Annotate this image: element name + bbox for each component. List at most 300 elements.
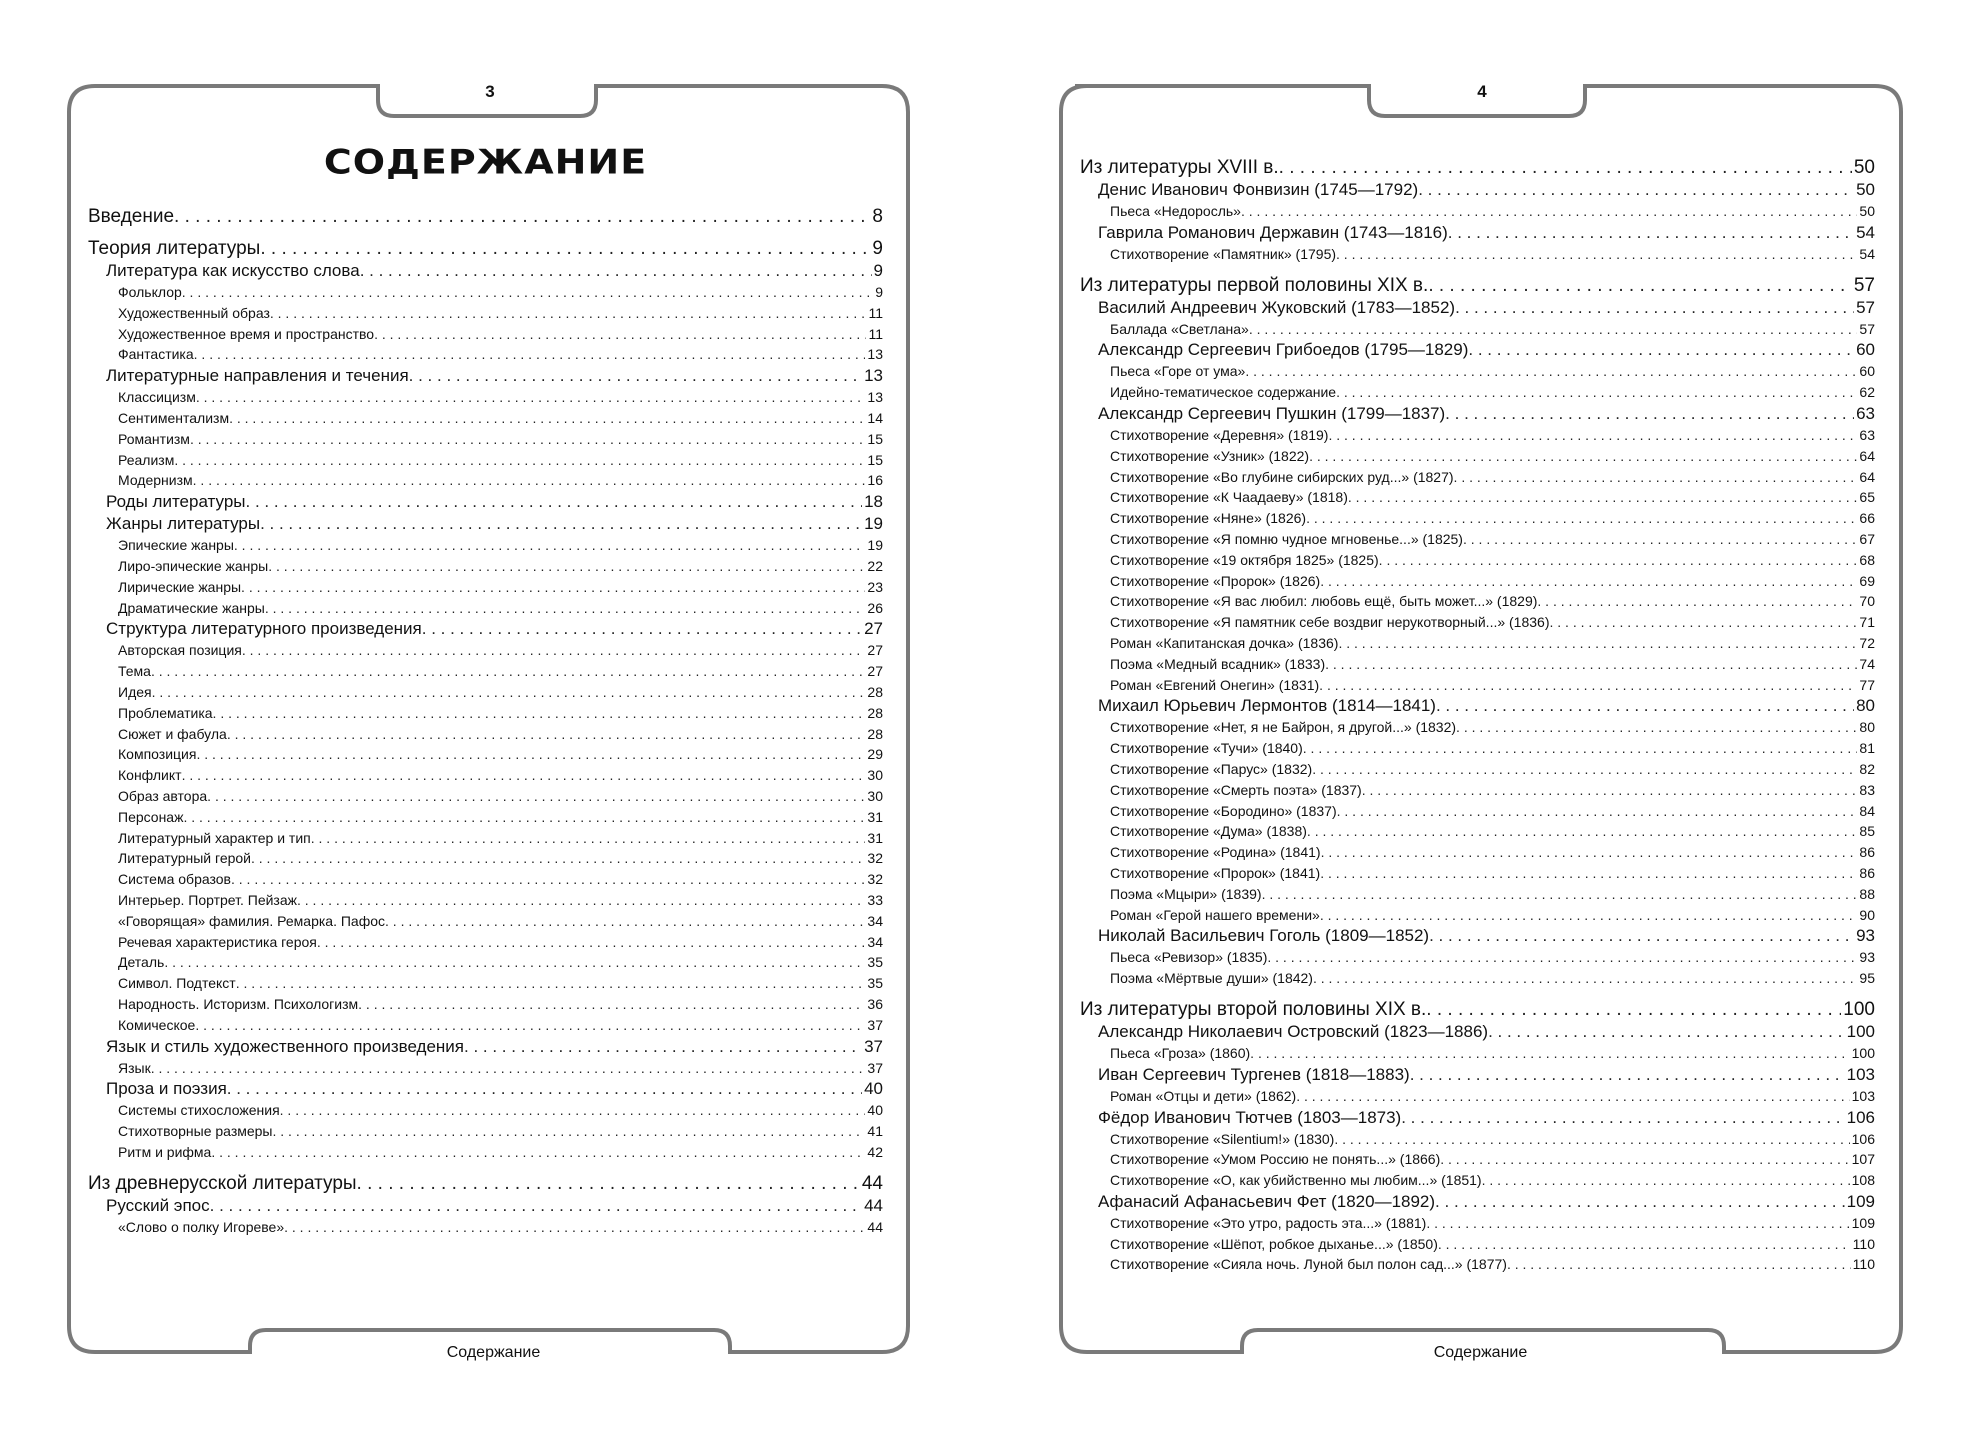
toc-entry-page: 60 (1856, 340, 1875, 360)
toc-entry (1080, 695, 1875, 717)
toc-leader-dots (1401, 1107, 1844, 1129)
toc-entry-page: 84 (1859, 802, 1875, 819)
toc-entry (88, 1100, 883, 1121)
toc-entry (1080, 1170, 1875, 1191)
toc-leader-dots (1267, 947, 1857, 968)
toc-entry-page: 44 (861, 1172, 883, 1194)
toc-entry (1080, 1043, 1875, 1064)
page-title: СОДЕРЖАНИЕ (323, 142, 648, 182)
toc-entry-page: 34 (867, 912, 883, 929)
page-number: 4 (1477, 82, 1487, 101)
toc-entry-title: Стихотворение «Я вас любил: любовь ещё, быть может...» (1829) (1110, 593, 1538, 610)
toc-entry-page: 42 (867, 1143, 883, 1160)
toc-leader-dots (1320, 863, 1857, 884)
toc-entry (88, 577, 883, 598)
toc-entry (1080, 884, 1875, 905)
toc-entry (1080, 425, 1875, 446)
toc-entry-title: Система образов (118, 871, 231, 888)
toc-entry-title: «Слово о полку Игореве» (118, 1218, 285, 1235)
toc-entry-title: Стихотворение «Silentium!» (1830) (1110, 1130, 1335, 1147)
toc-entry (88, 205, 883, 228)
toc-entry (1080, 591, 1875, 612)
toc-leader-dots (1241, 201, 1857, 222)
toc-entry-title: Поэма «Мёртвые души» (1842) (1110, 970, 1313, 987)
toc-entry (88, 869, 883, 890)
toc-leader-dots (1337, 801, 1858, 822)
toc-entry-page: 63 (1859, 426, 1875, 443)
toc-entry (88, 640, 883, 661)
toc-entry-title: Василий Андреевич Жуковский (1783—1852) (1098, 297, 1456, 317)
toc-entry-title: Речевая характеристика героя (118, 933, 317, 950)
toc-entry-page: 64 (1859, 447, 1875, 464)
toc-entry-title: Авторская позиция (118, 642, 242, 659)
toc-entry (88, 324, 883, 345)
toc-entry (1080, 1213, 1875, 1234)
toc-entry (1080, 446, 1875, 467)
toc-entry-title: Лирические жанры (118, 578, 242, 595)
toc-entry-title: Стихотворение «Дума» (1838) (1110, 823, 1307, 840)
toc-entry (88, 598, 883, 619)
toc-entry-title: Модернизм (118, 472, 193, 489)
toc-entry-page: 62 (1859, 384, 1875, 401)
toc-entry (88, 1142, 883, 1163)
toc-leader-dots (174, 450, 865, 471)
toc-leader-dots (195, 1015, 865, 1036)
toc-leader-dots (1262, 884, 1858, 905)
toc-entry-page: 33 (867, 891, 883, 908)
toc-entry-title: Проза и поэзия (106, 1079, 227, 1099)
toc-entry-page: 72 (1859, 634, 1875, 651)
toc-entry (1080, 780, 1875, 801)
toc-leader-dots (182, 765, 866, 786)
toc-entry-title: Персонаж (118, 808, 184, 825)
toc-leader-dots (1436, 695, 1854, 717)
toc-entry (1080, 1234, 1875, 1255)
toc-entry-page: 63 (1856, 403, 1875, 423)
toc-entry (1080, 738, 1875, 759)
toc-entry-title: Стихотворение «Нет, я не Байрон, я другой...» (1832) (1110, 719, 1457, 736)
toc-entry (1080, 339, 1875, 361)
toc-entry-title: Структура литературного произведения (106, 619, 422, 639)
toc-leader-dots (1319, 675, 1857, 696)
toc-entry-title: Стихотворение «Смерть поэта» (1837) (1110, 781, 1362, 798)
right-page (987, 0, 1974, 1447)
toc-leader-dots (358, 994, 865, 1015)
toc-entry (88, 1195, 883, 1217)
toc-leader-dots (151, 661, 865, 682)
toc-entry-page: 110 (1852, 1235, 1875, 1252)
toc-leader-dots (1438, 1234, 1851, 1255)
toc-entry (88, 237, 883, 260)
toc-entry-page: 40 (867, 1102, 883, 1119)
toc-entry-title: Идея (118, 683, 152, 700)
toc-entry (88, 890, 883, 911)
toc-entry-page: 80 (1859, 719, 1875, 736)
toc-entry (88, 535, 883, 556)
toc-entry-page: 50 (1853, 157, 1875, 178)
toc-entry (1080, 633, 1875, 654)
toc-leader-dots (190, 429, 865, 450)
toc-leader-dots (1307, 821, 1858, 842)
toc-leader-dots (246, 491, 863, 513)
toc-entry (1080, 1254, 1875, 1275)
toc-entry-page: 100 (1846, 1021, 1875, 1041)
toc-leader-dots (1303, 738, 1858, 759)
toc-leader-dots (1325, 654, 1857, 675)
toc-entry-title: Из литературы первой половины XIX в. (1080, 274, 1429, 296)
toc-entry (88, 1036, 883, 1058)
toc-entry-page: 35 (867, 954, 883, 971)
toc-entry-title: Народность. Историзм. Психологизм (118, 995, 359, 1012)
toc-leader-dots (1429, 925, 1854, 947)
toc-entry (1080, 361, 1875, 382)
toc-leader-dots (242, 640, 866, 661)
toc-entry-title: Стихотворение «Умом Россию не понять...» (1866) (1110, 1151, 1441, 1168)
toc-entry (1080, 801, 1875, 822)
toc-entry-page: 11 (868, 325, 883, 342)
toc-entry-page: 54 (1856, 222, 1875, 242)
toc-entry-title: Проблематика (118, 704, 213, 721)
toc-entry (88, 429, 883, 450)
toc-entry-title: Язык (118, 1059, 151, 1076)
toc-entry-page: 28 (867, 704, 883, 721)
toc-entry-title: Пьеса «Горе от ума» (1110, 363, 1246, 380)
toc-leader-dots (360, 260, 872, 282)
toc-entry-page: 68 (1859, 551, 1875, 568)
toc-entry-title: Из литературы второй половины XIX в. (1080, 998, 1427, 1020)
toc-entry-page: 82 (1859, 760, 1875, 777)
toc-leader-dots (1249, 319, 1858, 340)
toc-entry-title: Стихотворение «Парус» (1832) (1110, 760, 1313, 777)
toc-entry-title: Сюжет и фабула (118, 725, 227, 742)
toc-entry-page: 100 (1851, 1044, 1875, 1061)
toc-entry-title: Роман «Отцы и дети» (1862) (1110, 1087, 1297, 1104)
toc-entry-title: Классицизм (118, 389, 196, 406)
toc-entry-title: Стихотворение «Тучи» (1840) (1110, 740, 1303, 757)
toc-entry-title: «Говорящая» фамилия. Ремарка. Пафос (118, 912, 386, 929)
toc-entry (88, 682, 883, 703)
toc-entry-title: Стихотворение «Я помню чудное мгновенье...» (1825) (1110, 530, 1463, 547)
toc-entry-page: 57 (1859, 320, 1875, 337)
toc-entry (88, 408, 883, 429)
toc-entry-page: 27 (864, 619, 883, 639)
toc-leader-dots (207, 786, 865, 807)
toc-leader-dots (260, 237, 870, 260)
toc-leader-dots (164, 952, 865, 973)
toc-leader-dots (270, 303, 867, 324)
toc-entry-title: Николай Васильевич Гоголь (1809—1852) (1098, 926, 1430, 946)
toc-entry-title: Композиция (118, 746, 197, 763)
toc-leader-dots (174, 205, 870, 228)
toc-entry-page: 30 (867, 767, 883, 784)
toc-entry-page: 22 (867, 557, 883, 574)
toc-entry (1080, 759, 1875, 780)
toc-leader-dots (1488, 1021, 1845, 1043)
toc-entry (1080, 487, 1875, 508)
toc-entry-page: 107 (1851, 1151, 1875, 1168)
toc-entry-page: 31 (867, 808, 883, 825)
toc-leader-dots (1550, 612, 1858, 633)
toc-entry (88, 661, 883, 682)
toc-entry (1080, 244, 1875, 265)
toc-leader-dots (234, 535, 866, 556)
toc-entry-page: 85 (1859, 823, 1875, 840)
toc-entry-title: Жанры литературы (106, 514, 261, 534)
toc-leader-dots (196, 387, 866, 408)
toc-entry-page: 83 (1859, 781, 1875, 798)
toc-entry (88, 556, 883, 577)
toc-entry-page: 100 (1843, 998, 1875, 1020)
toc-entry-page: 9 (872, 238, 883, 259)
toc-leader-dots (464, 1036, 862, 1058)
toc-entry-title: Гаврила Романович Державин (1743—1816) (1098, 222, 1448, 242)
toc-entry (1080, 998, 1875, 1021)
toc-entry-title: Стихотворение «19 октября 1825» (1825) (1110, 551, 1379, 568)
toc-entry (1080, 156, 1875, 179)
toc-entry (88, 513, 883, 535)
toc-entry (88, 470, 883, 491)
toc-entry (1080, 403, 1875, 425)
toc-entry (88, 618, 883, 640)
toc-leader-dots (1328, 425, 1857, 446)
toc-leader-dots (227, 1078, 862, 1100)
toc-entry-page: 13 (867, 389, 883, 406)
toc-entry (1080, 201, 1875, 222)
toc-entry (88, 1121, 883, 1142)
toc-leader-dots (1507, 1254, 1851, 1275)
toc-entry-page: 93 (1859, 949, 1875, 966)
toc-entry (1080, 382, 1875, 403)
toc-leader-dots (1245, 361, 1857, 382)
toc-leader-dots (317, 932, 866, 953)
toc-entry (88, 450, 883, 471)
toc-entry-title: Михаил Юрьевич Лермонтов (1814—1841) (1098, 696, 1436, 716)
toc-entry-title: Стихотворение «Это утро, радость эта...» (1881) (1110, 1214, 1427, 1231)
toc-leader-dots (1336, 244, 1857, 265)
toc-entry (88, 786, 883, 807)
toc-leader-dots (1379, 550, 1858, 571)
toc-entry-page: 16 (867, 472, 883, 489)
toc-entry-title: Пьеса «Ревизор» (1835) (1110, 949, 1268, 966)
toc-entry-page: 65 (1859, 489, 1875, 506)
toc-entry-page: 27 (867, 642, 883, 659)
toc-entry (88, 1172, 883, 1195)
toc-entry-page: 13 (867, 346, 883, 363)
toc-entry (88, 724, 883, 745)
toc-entry-title: Пьеса «Гроза» (1860) (1110, 1044, 1251, 1061)
toc-leader-dots (265, 598, 866, 619)
toc-entry-title: Тема (118, 663, 151, 680)
toc-entry-page: 15 (867, 430, 883, 447)
toc-entry-title: Художественный образ (118, 304, 270, 321)
toc-leader-dots (1468, 339, 1854, 361)
toc-entry-title: Иван Сергеевич Тургенев (1818—1883) (1098, 1064, 1410, 1084)
toc-entry-title: Стихотворение «Шёпот, робкое дыханье...» (1850) (1110, 1235, 1438, 1252)
toc-leader-dots (1336, 382, 1857, 403)
toc-entry (88, 260, 883, 282)
toc-entry (88, 807, 883, 828)
toc-entry (88, 744, 883, 765)
toc-leader-dots (1334, 1129, 1849, 1150)
toc-entry (1080, 571, 1875, 592)
toc-entry (1080, 1129, 1875, 1150)
toc-entry (1080, 1107, 1875, 1129)
toc-entry-title: Литературный характер и тип (118, 829, 311, 846)
toc-entry (1080, 612, 1875, 633)
toc-leader-dots (273, 1121, 866, 1142)
toc-leader-dots (1306, 508, 1857, 529)
toc-leader-dots (231, 869, 865, 890)
toc-entry-title: Язык и стиль художественного произведения (106, 1036, 465, 1056)
toc-entry (88, 1078, 883, 1100)
toc-entry (1080, 947, 1875, 968)
toc-entry-page: 36 (867, 995, 883, 1012)
toc-entry-page: 18 (864, 492, 883, 512)
toc-entry-page: 71 (1859, 614, 1875, 631)
toc-leader-dots (284, 1217, 865, 1238)
toc-entry-page: 50 (1859, 203, 1875, 219)
toc-entry (1080, 675, 1875, 696)
toc-entry-page: 109 (1846, 1191, 1875, 1211)
toc-leader-dots (210, 1195, 862, 1217)
toc-entry-title: Стихотворение «Я памятник себе воздвиг нерукотворный...» (1836) (1110, 614, 1550, 631)
toc-entry-title: Деталь (118, 954, 165, 971)
toc-leader-dots (1296, 1086, 1849, 1107)
toc-entry-title: Образ автора (118, 787, 208, 804)
toc-entry (88, 303, 883, 324)
toc-entry-title: Поэма «Медный всадник» (1833) (1110, 655, 1326, 672)
toc-entry (88, 491, 883, 513)
toc-entry-page: 13 (864, 366, 883, 386)
toc-entry (1080, 1191, 1875, 1213)
toc-entry-title: Стихотворение «Няне» (1826) (1110, 510, 1307, 527)
toc-entry-page: 9 (873, 261, 883, 280)
toc-entry (1080, 821, 1875, 842)
toc-entry-title: Интерьер. Портрет. Пейзаж (118, 891, 297, 908)
toc-entry (88, 765, 883, 786)
toc-entry (88, 365, 883, 387)
toc-leader-dots (227, 724, 866, 745)
toc-leader-dots (152, 682, 866, 703)
toc-entry (88, 994, 883, 1015)
toc-entry-title: Стихотворение «Пророк» (1826) (1110, 572, 1321, 589)
toc-entry-page: 26 (867, 599, 883, 616)
toc-entry-page: 57 (1856, 297, 1875, 317)
toc-leader-dots (1435, 1191, 1845, 1213)
toc-entry (1080, 319, 1875, 340)
toc-leader-dots (1338, 633, 1857, 654)
toc-entry-page: 32 (867, 871, 883, 888)
toc-entry-title: Стихотворение «Узник» (1822) (1110, 447, 1310, 464)
toc-leader-dots (229, 408, 865, 429)
toc-entry-page: 11 (868, 304, 883, 321)
toc-leader-dots (1445, 403, 1854, 425)
toc-leader-dots (1482, 1170, 1850, 1191)
toc-entry-title: Ритм и рифма (118, 1143, 212, 1160)
toc-leader-dots (193, 470, 866, 491)
toc-entry-title: Афанасий Афанасьевич Фет (1820—1892) (1098, 1191, 1436, 1211)
toc-entry-page: 74 (1859, 655, 1875, 672)
toc-entry-page: 15 (867, 451, 883, 468)
toc-entry-page: 106 (1851, 1130, 1875, 1147)
toc-entry (88, 1015, 883, 1036)
toc-leader-dots (1321, 842, 1858, 863)
toc-entry-title: Стихотворные размеры (118, 1123, 273, 1140)
toc-leader-dots (182, 282, 873, 303)
toc-entry-title: Стихотворение «О, как убийственно мы любим...» (1851) (1110, 1172, 1482, 1189)
toc-entry (88, 932, 883, 953)
toc-entry-title: Драматические жанры (118, 599, 265, 616)
toc-entry-page: 88 (1859, 885, 1875, 902)
toc-leader-dots (409, 365, 862, 387)
toc-leader-dots (196, 744, 865, 765)
toc-entry-page: 95 (1859, 970, 1875, 987)
toc-leader-dots (268, 556, 865, 577)
toc-entry-page: 90 (1859, 906, 1875, 923)
toc-leader-dots (211, 1142, 865, 1163)
toc-leader-dots (236, 973, 866, 994)
toc-entry-title: Русский эпос (106, 1195, 210, 1215)
toc-entry (1080, 179, 1875, 201)
toc-leader-dots (1309, 446, 1857, 467)
page-footer: Содержание (1433, 1344, 1528, 1361)
toc-entry (1080, 550, 1875, 571)
toc-leader-dots (251, 848, 865, 869)
toc-entry-page: 44 (867, 1218, 883, 1235)
toc-entry-page: 35 (867, 975, 883, 992)
toc-leader-dots (1410, 1064, 1845, 1086)
toc-leader-dots (260, 513, 862, 535)
toc-entry-page: 27 (867, 663, 883, 680)
toc-entry-title: Стихотворение «Памятник» (1795) (1110, 245, 1337, 262)
toc-entry-page: 30 (867, 787, 883, 804)
toc-entry-title: Стихотворение «Бородино» (1837) (1110, 802, 1337, 819)
toc-leader-dots (151, 1058, 866, 1079)
toc-entry (1080, 1064, 1875, 1086)
toc-leader-dots (422, 618, 862, 640)
toc-entry-title: Литературные направления и течения (106, 366, 409, 386)
toc-entry-page: 108 (1851, 1172, 1875, 1189)
toc-leader-dots (1320, 571, 1857, 592)
toc-entry-title: Стихотворение «Сияла ночь. Луной был полон сад...» (1877) (1110, 1256, 1507, 1273)
toc-entry (88, 282, 883, 303)
toc-entry-title: Символ. Подтекст (118, 975, 236, 992)
toc-entry-page: 66 (1859, 510, 1875, 527)
toc-leader-dots (1426, 998, 1841, 1021)
toc-entry-title: Теория литературы (88, 238, 261, 259)
toc-leader-dots (374, 324, 866, 345)
toc-entry-page: 34 (867, 933, 883, 950)
toc-entry-page: 60 (1859, 363, 1875, 380)
toc-entry-title: Художественное время и пространство (118, 325, 375, 342)
toc-entry-page: 86 (1859, 844, 1875, 861)
toc-entry (1080, 863, 1875, 884)
toc-entry-title: Стихотворение «Деревня» (1819) (1110, 426, 1329, 443)
toc-entry-page: 110 (1852, 1256, 1875, 1273)
table-of-contents (1080, 156, 1875, 1275)
toc-entry (1080, 1086, 1875, 1107)
toc-entry-page: 44 (864, 1195, 883, 1215)
toc-entry-title: Денис Иванович Фонвизин (1745—1792) (1098, 180, 1419, 199)
page-number: 3 (485, 82, 495, 101)
toc-entry-page: 80 (1856, 696, 1875, 716)
toc-entry-page: 37 (867, 1016, 883, 1033)
toc-entry-page: 19 (867, 537, 883, 554)
toc-leader-dots (1456, 717, 1857, 738)
toc-entry-title: Фёдор Иванович Тютчев (1803—1873) (1098, 1107, 1402, 1127)
toc-entry (88, 952, 883, 973)
toc-entry-title: Введение (88, 206, 175, 227)
